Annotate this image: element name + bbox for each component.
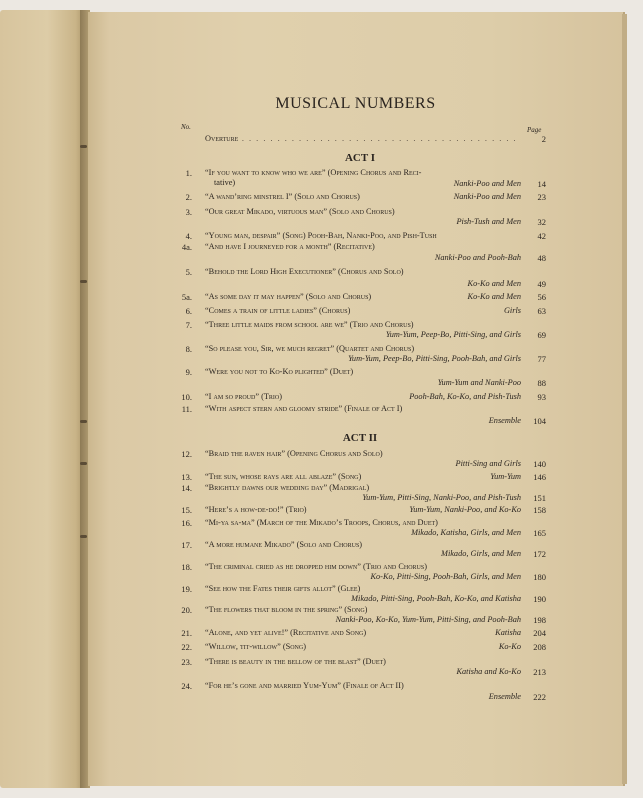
item-page: 190 [533,594,546,604]
page-column-header: Page [527,126,542,134]
item-number: 8. [185,344,192,354]
item-title: “The sun, whose rays are all ablaze” (Song) [205,472,362,481]
overture-page: 2 [541,134,546,144]
act-2-heading: ACT II [342,432,378,444]
item-number: 6. [185,306,192,316]
binding-stitch [80,280,87,283]
item-title: “Three little maids from school are we” (Trio and Chorus) [205,320,414,329]
item-title: “Were you not to Ko-Ko plighted” (Duet) [205,367,354,376]
item-title: “And have I journeyed for a month” (Recitative) [205,242,375,251]
item-number: 9. [185,367,192,377]
item-page: 151 [533,493,546,503]
item-performers: Nanki-Poo, Ko-Ko, Yum-Yum, Pitti-Sing, and Pooh-Bah [335,615,521,624]
item-page: 180 [533,572,546,582]
item-title: “So please you, Sir, we much regret” (Quartet and Chorus) [205,344,415,353]
item-title: “Behold the Lord High Executioner” (Chorus and Solo) [205,267,404,276]
item-page: 140 [533,459,546,469]
item-performers: Yum-Yum, Peep-Bo, Pitti-Sing, and Girls [385,330,521,339]
item-title: “Braid the raven hair” (Opening Chorus and Solo) [205,449,383,458]
item-number: 4a. [181,242,192,252]
item-performers: Katisha [495,628,521,637]
item-number: 2. [185,192,192,202]
number-column-header: No. [181,123,191,131]
item-performers: Pitti-Sing and Girls [455,459,521,468]
item-page: 23 [537,192,546,202]
item-performers: Ko-Ko and Men [467,292,521,301]
item-page: 208 [533,642,546,652]
item-number: 10. [181,392,192,402]
item-title: “As some day it may happen” (Solo and Chorus) [205,292,372,301]
page-edge [622,14,627,784]
item-title: “Mi-ya sa-ma” (March of the Mikado’s Troops, Chorus, and Duet) [205,518,438,527]
item-page: 77 [537,354,546,364]
item-page: 172 [533,549,546,559]
item-title: “See how the Fates their gifts allot” (Glee) [205,584,361,593]
item-performers: Nanki-Poo and Men [453,192,521,201]
item-title: “The criminal cried as he dropped him down” (Trio and Chorus) [205,562,427,571]
item-performers: Ko-Ko [498,642,521,651]
item-page: 56 [537,292,546,302]
item-title: “If you want to know who we are” (Opening Chorus and Reci- [205,168,422,177]
binding-stitch [80,420,87,423]
left-page [0,10,86,788]
binding-stitch [80,535,87,538]
item-performers: Yum-Yum [490,472,521,481]
item-performers: Yum-Yum, Nanki-Poo, and Ko-Ko [409,505,521,514]
item-performers: Nanki-Poo and Men [453,179,521,188]
item-number: 14. [181,483,192,493]
item-performers: Ko-Ko and Men [467,279,521,288]
item-page: 42 [537,231,546,241]
item-number: 5. [185,267,192,277]
item-number: 11. [181,404,192,414]
item-number: 20. [181,605,192,615]
item-number: 24. [181,681,192,691]
item-performers: Yum-Yum, Peep-Bo, Pitti-Sing, Pooh-Bah, and Girls [348,354,521,363]
item-number: 19. [181,584,192,594]
item-page: 213 [533,667,546,677]
item-page: 104 [533,416,546,426]
act-1-heading: ACT I [344,152,376,164]
item-page: 146 [533,472,546,482]
item-performers: Girls [503,306,521,315]
overture-label: Overture . . . . . . . . . . . . . . . . . . . . . . . . . . . . . . . . . . . . . . . [205,134,518,143]
item-title: “Comes a train of little ladies” (Chorus) [205,306,351,315]
item-page: 198 [533,615,546,625]
item-performers: Mikado, Katisha, Girls, and Men [411,528,521,537]
item-title: “Willow, tit-willow” (Song) [205,642,306,651]
item-performers: Ko-Ko, Pitti-Sing, Pooh-Bah, Girls, and Men [370,572,521,581]
item-page: 49 [537,279,546,289]
item-performers: Ensemble [488,692,521,701]
item-performers: Yum-Yum, Pitti-Sing, Nanki-Poo, and Pish-Tush [362,493,521,502]
item-page: 165 [533,528,546,538]
item-number: 12. [181,449,192,459]
item-number: 5a. [181,292,192,302]
binding-stitch [80,145,87,148]
item-page: 204 [533,628,546,638]
item-number: 4. [185,231,192,241]
item-page: 48 [537,253,546,263]
item-performers: Nanki-Poo and Pooh-Bah [434,253,521,262]
item-number: 23. [181,657,192,667]
item-performers: Katisha and Ko-Ko [456,667,521,676]
item-performers: Mikado, Girls, and Men [441,549,521,558]
item-page: 69 [537,330,546,340]
item-page: 14 [537,179,546,189]
item-title: “Alone, and yet alive!” (Recitative and Song) [205,628,367,637]
item-title-continued: tative) [214,178,236,187]
item-title: “Young man, despair” (Song) Pooh-Bah, Nanki-Poo, and Pish-Tush [205,231,437,240]
item-title: “Brightly dawns our wedding day” (Madrigal) [205,483,370,492]
item-number: 13. [181,472,192,482]
item-number: 18. [181,562,192,572]
item-page: 32 [537,217,546,227]
item-number: 7. [185,320,192,330]
item-page: 222 [533,692,546,702]
item-number: 22. [181,642,192,652]
item-performers: Ensemble [488,416,521,425]
item-number: 3. [185,207,192,217]
item-performers: Pooh-Bah, Ko-Ko, and Pish-Tush [409,392,521,401]
item-title: “A more humane Mikado” (Solo and Chorus) [205,540,363,549]
item-title: “The flowers that bloom in the spring” (Song) [205,605,368,614]
item-page: 158 [533,505,546,515]
item-title: “There is beauty in the bellow of the blast” (Duet) [205,657,386,666]
item-page: 88 [537,378,546,388]
item-page: 63 [537,306,546,316]
item-title: “Here’s a how-de-do!” (Trio) [205,505,307,514]
page-title: MUSICAL NUMBERS [275,95,436,112]
item-performers: Mikado, Pitti-Sing, Pooh-Bah, Ko-Ko, and Katisha [351,594,521,603]
item-number: 17. [181,540,192,550]
item-performers: Yum-Yum and Nanki-Poo [437,378,521,387]
item-title: “Our great Mikado, virtuous man” (Solo and Chorus) [205,207,395,216]
binding-stitch [80,462,87,465]
item-page: 93 [537,392,546,402]
item-performers: Pish-Tush and Men [456,217,521,226]
item-number: 15. [181,505,192,515]
item-title: “For he’s gone and married Yum-Yum” (Finale of Act II) [205,681,404,690]
item-number: 1. [185,168,192,178]
item-title: “I am so proud” (Trio) [205,392,283,401]
item-number: 21. [181,628,192,638]
item-title: “A wand’ring minstrel I” (Solo and Chorus) [205,192,360,201]
item-title: “With aspect stern and gloomy stride” (Finale of Act I) [205,404,403,413]
item-number: 16. [181,518,192,528]
